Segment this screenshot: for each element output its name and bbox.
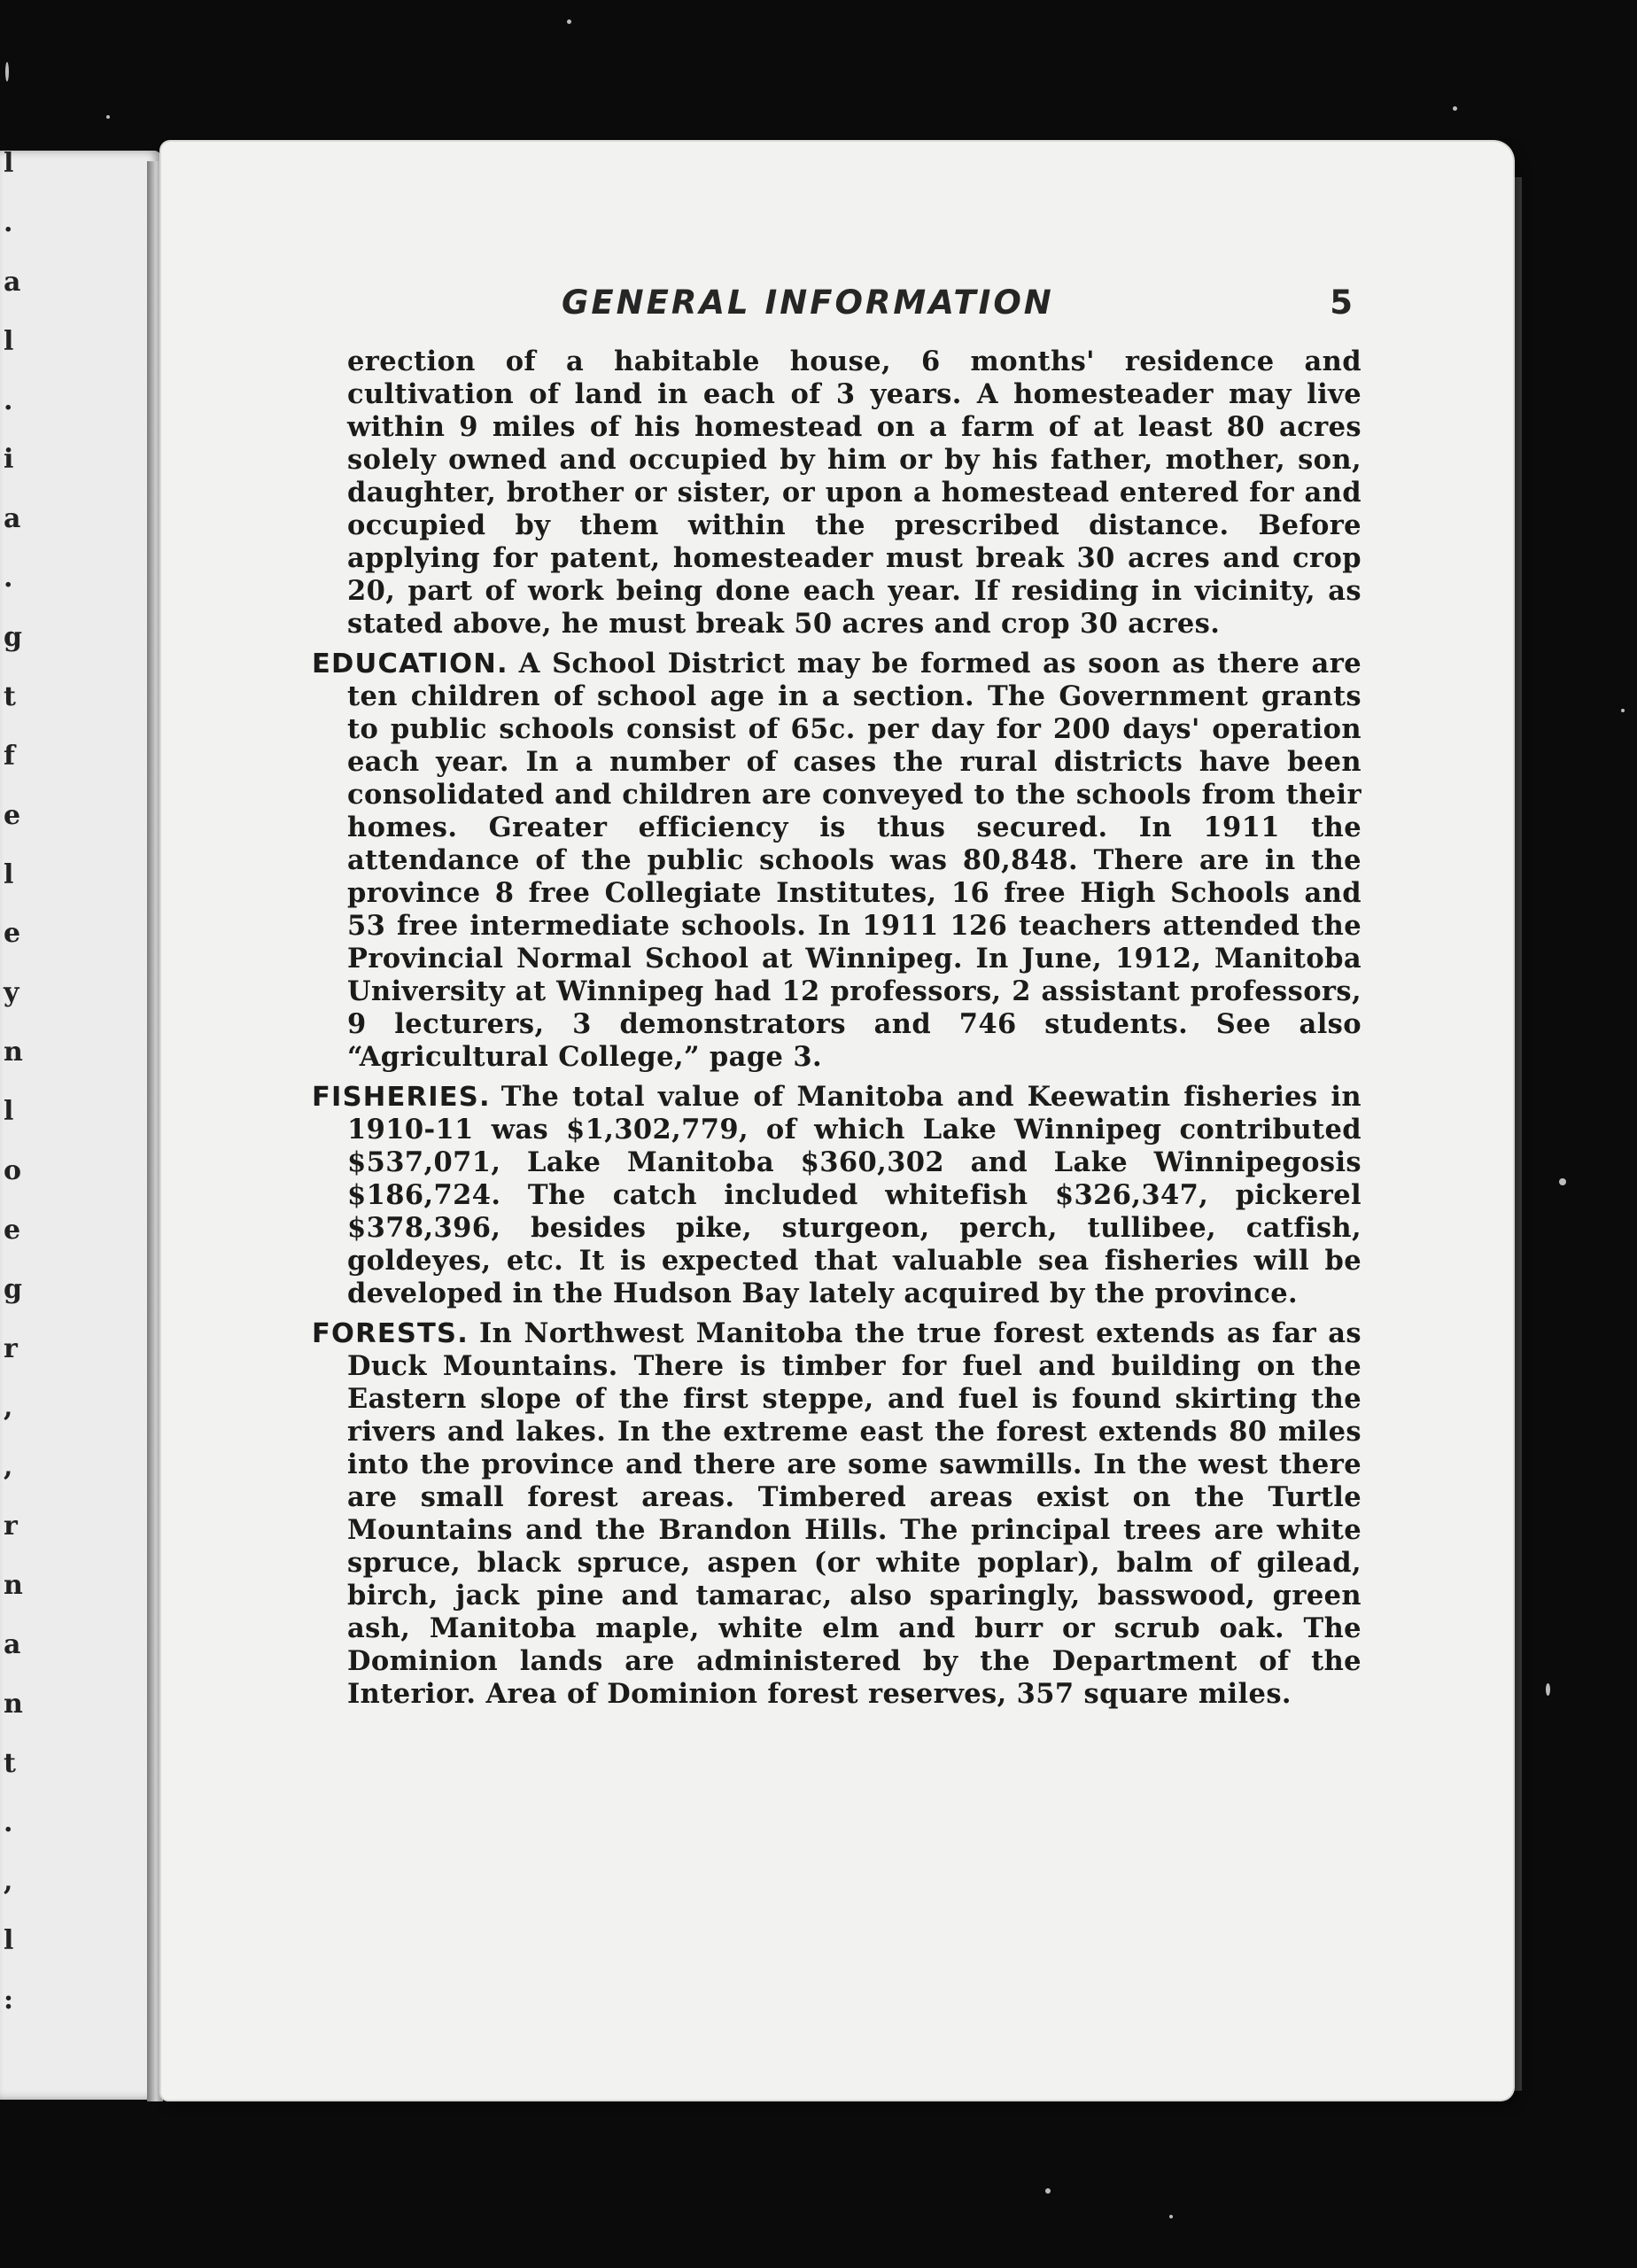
- facing-page-glyph: ,: [4, 1392, 13, 1424]
- facing-page-glyph: ,: [4, 1866, 13, 1898]
- section-forests: [312, 1317, 1362, 1711]
- facing-page-glyph: l: [4, 1096, 14, 1127]
- book-page: [161, 142, 1513, 2100]
- section-text-forests: In Northwest Manitoba the true forest extends as far as Duck Mountains. There is timber for fuel and building on the Eastern slope of the first steppe, and fuel is found skirting the rivers and lakes. In the extreme east the forest extends 80 miles into the province and there are some sawmills. In the west there are small forest areas. Timbered areas exist on the Turtle Mountains and the Brandon Hills. The principal trees are white spruce, black spruce, aspen (or white poplar), balm of gilead, birch, jack pine and tamarac, also sparingly, basswood, green ash, Manitoba maple, white elm and burr or scrub oak. The Dominion lands are administered by the Department of the Interior. Area of Dominion forest reserves, 357 square miles.: [347, 1317, 1362, 1710]
- running-head: GENERAL INFORMATION: [562, 284, 1054, 322]
- facing-page-glyph: a: [4, 1628, 21, 1660]
- facing-page-left: [0, 148, 161, 2100]
- film-speck: [567, 19, 571, 24]
- facing-page-glyph: n: [4, 1688, 23, 1720]
- facing-page-glyph: a: [4, 503, 21, 535]
- film-speck: [1453, 106, 1457, 111]
- facing-page-glyph: e: [4, 799, 21, 831]
- facing-page-glyph: t: [4, 680, 16, 712]
- section-education: [312, 648, 1362, 1074]
- facing-page-glyph: a: [4, 266, 21, 298]
- facing-page-glyph: .: [4, 384, 13, 416]
- page-content: [312, 284, 1362, 1711]
- film-speck: [1045, 2188, 1051, 2194]
- facing-page-glyph: .: [4, 1806, 13, 1838]
- film-speck: [5, 62, 9, 82]
- intro-paragraph: erection of a habitable house, 6 months' residence and cultivation of land in each of 3 years. A homesteader may live within 9 miles of his homestead on a farm of at least 80 acres solely owned and occupied by him or by his father, mother, son, daughter, brother or sister, or upon a homestead entered for and occupied by them within the prescribed distance. Before applying for patent, homesteader must break 30 acres and crop 20, part of work being done each year. If residing in vicinity, as stated above, he must break 50 acres and crop 30 acres.: [347, 346, 1362, 640]
- section-fisheries: [312, 1081, 1362, 1310]
- facing-page-glyph: g: [4, 622, 22, 653]
- section-text-fisheries: The total value of Manitoba and Keewatin fisheries in 1910-11 was $1,302,779, of which Lake Winnipeg contributed $537,071, Lake Manitoba $360,302 and Lake Winnipegosis $186,724. The catch included whitefish $326,347, pickerel $378,396, besides pike, sturgeon, perch, tullibee, catfish, goldeyes, etc. It is expected that valuable sea fisheries will be developed in the Hudson Bay lately acquired by the province.: [347, 1081, 1362, 1309]
- facing-page-glyph: f: [4, 740, 15, 772]
- section-heading-forests: FORESTS.: [312, 1318, 469, 1349]
- film-speck: [1559, 1178, 1566, 1185]
- facing-page-glyph: l: [4, 148, 14, 179]
- facing-page-glyph: r: [4, 1511, 18, 1542]
- facing-page-glyph: t: [4, 1747, 16, 1779]
- film-speck: [1621, 709, 1625, 712]
- section-heading-education: EDUCATION.: [312, 649, 508, 680]
- facing-page-glyph: r: [4, 1332, 18, 1364]
- facing-page-glyph: l: [4, 858, 14, 890]
- section-text-education: A School District may be formed as soon as there are ten children of school age in a section. The Government grants to public schools consist of 65c. per day for 200 days' operation each year. In a number of cases the rural districts have been consolidated and children are conveyed to the schools from their homes. Greater efficiency is thus secured. In 1911 the attendance of the public schools was 80,848. There are in the province 8 free Collegiate Institutes, 16 free High Schools and 53 free intermediate schools. In 1911 126 teachers attended the Provincial Normal School at Winnipeg. In June, 1912, Manitoba University at Winnipeg had 12 professors, 2 assistant professors, 9 lecturers, 3 demonstrators and 746 students. See also “Agricultural College,” page 3.: [347, 648, 1362, 1073]
- facing-page-glyph: ,: [4, 1451, 13, 1483]
- film-speck: [1546, 1683, 1550, 1696]
- facing-page-glyph: g: [4, 1273, 22, 1305]
- facing-page-glyph: n: [4, 1037, 23, 1068]
- facing-page-glyph: .: [4, 206, 13, 238]
- facing-page-glyph: e: [4, 1214, 21, 1246]
- facing-page-glyph: .: [4, 563, 13, 594]
- facing-page-glyph: y: [4, 977, 19, 1009]
- facing-page-glyph: :: [4, 1984, 14, 2016]
- facing-page-edge-text: [0, 148, 23, 2100]
- facing-page-glyph: o: [4, 1154, 22, 1186]
- facing-page-glyph: i: [4, 444, 14, 476]
- facing-page-glyph: l: [4, 325, 14, 357]
- page-number: 5: [1330, 284, 1353, 322]
- film-speck: [106, 115, 110, 119]
- page-header: [312, 284, 1362, 346]
- facing-page-glyph: e: [4, 918, 21, 950]
- facing-page-glyph: l: [4, 1925, 14, 1957]
- page-edge-shadow: [1513, 177, 1522, 2091]
- section-heading-fisheries: FISHERIES.: [312, 1082, 491, 1113]
- film-speck: [1169, 2215, 1173, 2218]
- facing-page-glyph: n: [4, 1570, 23, 1601]
